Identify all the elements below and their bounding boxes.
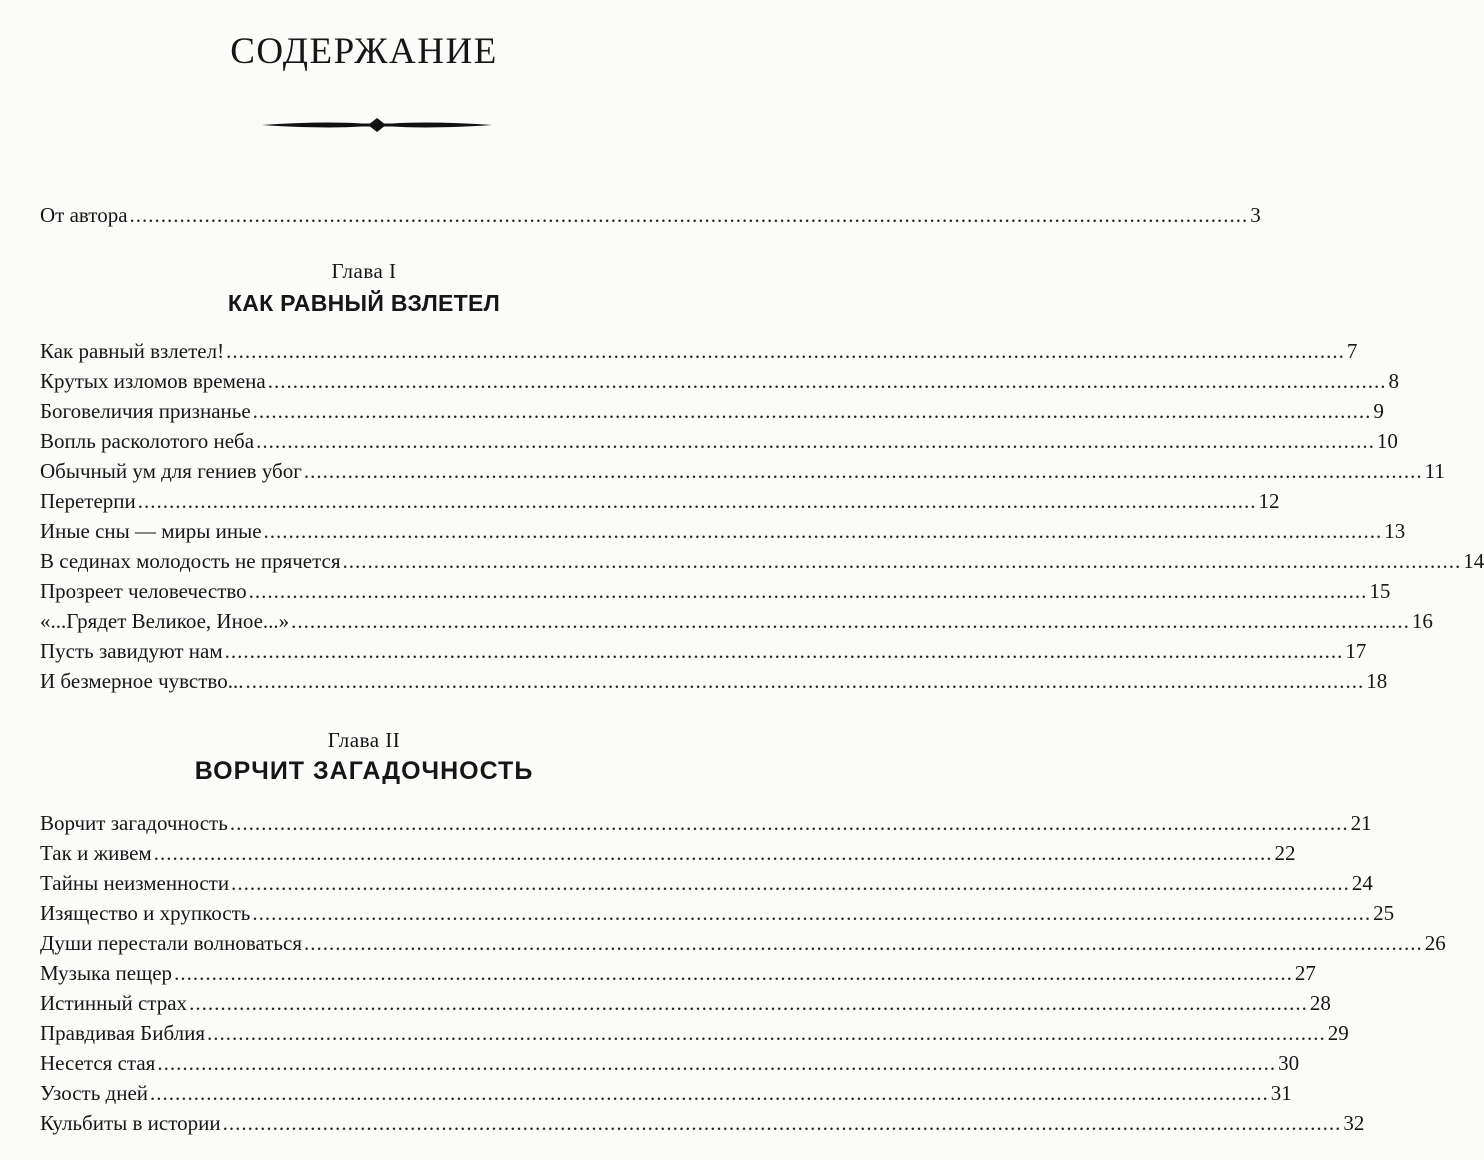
toc-entry-title: Ворчит загадочность [40,811,228,835]
toc-entry[interactable] [40,489,1280,519]
toc-entry-page: 31 [1270,1081,1292,1105]
leader-dots: ................................................................................................................................................................................... [153,841,1273,865]
leader-dots: ................................................................................................................................................................................... [207,1021,1326,1045]
toc-entry-page: 32 [1343,1111,1365,1135]
toc-entry-page: 26 [1424,931,1446,955]
toc-entry-page: 10 [1376,429,1398,453]
chapter-2-title: ВОРЧИТ ЗАГАДОЧНОСТЬ [194,757,534,785]
toc-entry-title: Прозреет человечество [40,579,247,603]
toc-entry-title: «...Грядет Великое, Иное...» [40,609,290,633]
toc-entry-page: 30 [1278,1051,1300,1075]
toc-entry-page: 15 [1369,579,1391,603]
toc-entry-title: Боговеличия признанье [40,399,251,423]
toc-entry[interactable] [40,339,1358,369]
toc-entry-title: Обычный ум для гениев убог [40,459,302,483]
toc-entry-title: Тайны неизменности [40,871,230,895]
toc-entry[interactable] [40,459,1445,489]
leader-dots: ................................................................................................................................................................................... [303,459,1423,483]
toc-entry[interactable] [40,519,1406,549]
toc-entry-title: Музыка пещер [40,961,173,985]
toc-entry-page: 25 [1373,901,1395,925]
leader-dots: ................................................................................................................................................................................... [263,519,1383,543]
chapter-2-label: Глава II [327,728,401,752]
toc-entry-title: И безмерное чувство... [40,669,244,693]
toc-entry[interactable] [40,369,1399,399]
toc-entry[interactable] [40,1021,1349,1051]
toc-entry-page: 9 [1373,399,1384,423]
leader-dots: ................................................................................................................................................................................... [231,871,1350,895]
toc-entry-page: 11 [1424,459,1445,483]
leader-dots: ................................................................................................................................................................................... [189,991,1308,1015]
toc-entry[interactable] [40,811,1372,841]
toc-entry[interactable] [40,639,1367,669]
toc-entry-page: 7 [1346,339,1358,363]
toc-entry-title: В сединах молодость не прячется [40,549,341,573]
toc-entry[interactable] [40,931,1446,961]
toc-entry-title: Изящество и хрупкость [40,901,251,925]
toc-entry-page: 27 [1294,961,1316,985]
toc-entry-page: 18 [1366,669,1388,693]
toc-entry[interactable] [40,871,1373,901]
leader-dots: ................................................................................................................................................................................... [226,339,1345,363]
toc-entry[interactable] [40,1051,1300,1081]
toc-entry-page: 17 [1345,639,1367,663]
leader-dots: ................................................................................................................................................................................... [157,1051,1277,1075]
toc-entry[interactable] [40,669,1388,699]
leader-dots: ................................................................................................................................................................................... [150,1081,1269,1105]
chapter-1-title: КАК РАВНЫЙ ВЗЛЕТЕЛ [227,290,501,316]
leader-dots: ................................................................................................................................................................................... [256,429,1375,453]
leader-dots: ................................................................................................................................................................................... [303,931,1423,955]
toc-entry-title: Узость дней [40,1081,149,1105]
toc-entry-intro[interactable] [40,203,1261,233]
chapter-1-label: Глава I [331,259,397,283]
toc-entry-title: Так и живем [40,841,152,865]
toc-entry[interactable] [40,399,1384,429]
leader-dots: ................................................................................................................................................................................... [267,369,1387,393]
page-title: СОДЕРЖАНИЕ [230,31,498,72]
toc-entry-page: 16 [1411,609,1433,633]
toc-entry[interactable] [40,991,1331,1021]
toc-entry-title: Крутых изломов времена [40,369,266,393]
toc-entry[interactable] [40,609,1433,639]
leader-dots: ................................................................................................................................................................................... [248,579,1368,603]
leader-dots: ................................................................................................................................................................................... [137,489,1257,513]
toc-entry-page: 14 [1463,549,1484,573]
toc-entry-title: Как равный взлетел! [40,339,225,363]
toc-entry[interactable] [40,429,1398,459]
leader-dots: ................................................................................................................................................................................... [245,669,1365,693]
toc-entry-page: 24 [1351,871,1373,895]
toc-entry-title: Души перестали волноваться [40,931,302,955]
toc-entry-title: Истинный страх [40,991,188,1015]
toc-entry-page: 3 [1250,203,1261,227]
toc-entry-title: Несется стая [40,1051,156,1075]
toc-entry-title: От автора [40,203,128,227]
toc-entry-page: 21 [1350,811,1372,835]
toc-entry[interactable] [40,901,1395,931]
toc-entry-title: Перетерпи [40,489,136,513]
toc-entry[interactable] [40,961,1316,991]
toc-entry-page: 12 [1258,489,1280,513]
toc-entry[interactable] [40,579,1391,609]
leader-dots: ................................................................................................................................................................................... [129,203,1249,227]
leader-dots: ................................................................................................................................................................................... [229,811,1349,835]
toc-entry-title: Вопль расколотого неба [40,429,255,453]
toc-entry-page: 13 [1384,519,1406,543]
toc-entry[interactable] [40,841,1296,871]
toc-entry[interactable] [40,1081,1292,1111]
toc-entry[interactable] [40,549,1484,579]
leader-dots: ................................................................................................................................................................................... [174,961,1293,985]
toc-entry-title: Пусть завидуют нам [40,639,223,663]
toc-entry-page: 29 [1327,1021,1349,1045]
toc-entry[interactable] [40,1111,1365,1141]
leader-dots: ................................................................................................................................................................................... [252,399,1372,423]
leader-dots: ................................................................................................................................................................................... [222,1111,1342,1135]
toc-entry-page: 28 [1309,991,1331,1015]
toc-entry-title: Правдивая Библия [40,1021,206,1045]
toc-entry-page: 22 [1274,841,1296,865]
toc-entry-page: 8 [1388,369,1399,393]
leader-dots: ................................................................................................................................................................................... [291,609,1410,633]
leader-dots: ................................................................................................................................................................................... [252,901,1372,925]
leader-dots: ................................................................................................................................................................................... [342,549,1462,573]
toc-entry-title: Кульбиты в истории [40,1111,221,1135]
decorative-rule-icon [262,114,492,136]
leader-dots: ................................................................................................................................................................................... [224,639,1344,663]
toc-entry-title: Иные сны — миры иные [40,519,262,543]
